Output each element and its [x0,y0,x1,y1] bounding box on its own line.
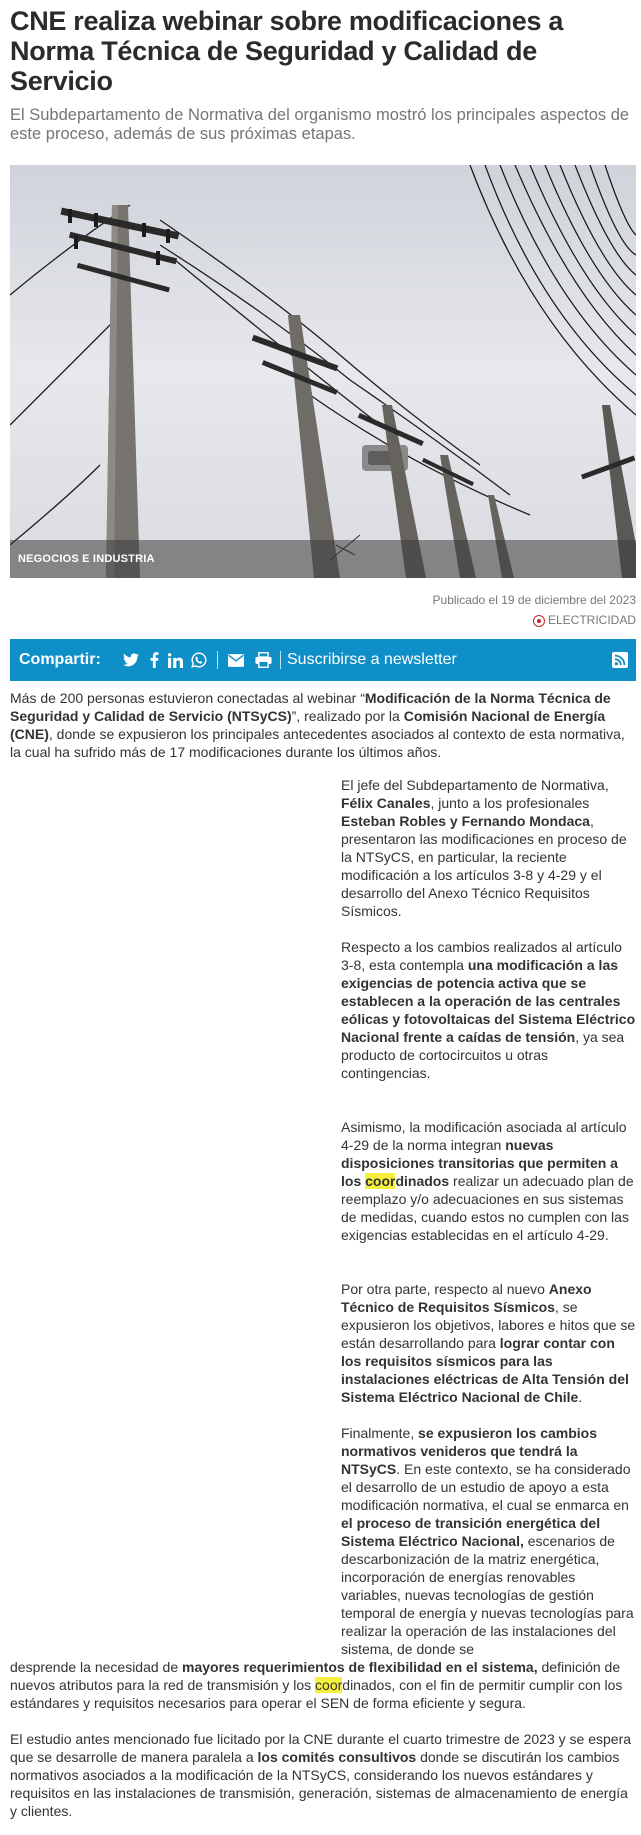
article-container [10,0,636,681]
bold-text: una modificación a las exigencias de potencia activa que se establecen a la operación de las centrales eólicas y fotovoltaicas del Sistema Eléctrico Nacional frente a caídas de tensión [341,957,636,1045]
text-run: definición de nuevos atributos para la red de transmisión y los [10,1659,621,1693]
bold-text: Anexo Técnico de Requisitos Sísmicos [341,1281,592,1315]
bold-text: nuevas disposiciones transitorias que permiten a los [341,1137,618,1189]
rss-icon[interactable] [612,652,628,668]
text-run: realizar un adecuado plan de reemplazo y/o adecuaciones en sus sistemas de medidas, cuando estos no cumplen con las exigencias establecidas en el artículo 4-29. [341,1173,634,1243]
text-run: Finalmente, [341,1425,419,1441]
side-column [341,1424,637,1658]
text-run: . [578,1389,583,1405]
email-icon[interactable] [227,651,245,669]
text-run: escenarios de descarbonización de la matriz energética, incorporación de energías renovables variables, nuevas tecnologías de gestión temporal de energía y nuevas tecnologías para realizar la operación de las instalaciones del sistema, de donde se [341,1533,634,1657]
paragraph-article-3-8 [341,938,637,1082]
electricity-category-icon [533,615,545,627]
paragraph-future-changes-continued [10,1658,636,1712]
article-subtitle: El Subdepartamento de Normativa del organismo mostró los principales aspectos de este proceso, además de sus próximas etapas. [10,106,630,143]
bold-text: lograr contar con los requisitos sísmicos para las instalaciones eléctricas de Alta Tensión del Sistema Eléctrico Nacional de Chile [341,1335,629,1405]
category-link[interactable] [10,613,636,627]
text-run: El jefe del Subdepartamento de Normativa, [341,777,609,793]
paragraph-article-4-29 [341,1118,637,1244]
text-run: Respecto a los cambios realizados al artículo 3-8, esta contempla [341,939,622,973]
paragraph-seismic-annex [341,1280,637,1406]
text-run: Más de 200 personas estuvieron conectadas al webinar “ [10,690,365,706]
category-label: ELECTRICIDAD [547,613,636,627]
share-divider [280,651,281,669]
share-bar [10,639,636,681]
power-lines-illustration [10,165,636,578]
side-column [341,776,637,920]
whatsapp-icon[interactable] [190,651,208,669]
newsletter-link[interactable]: Suscribirse a newsletter [287,651,457,668]
full-width-column [10,1730,636,1820]
bold-text: se expusieron los cambios normativos venideros que tendrá la NTSyCS [341,1425,598,1477]
text-run: Asimismo, la modificación asociada al artículo 4-29 de la norma integran [341,1119,627,1153]
share-divider [217,651,218,669]
twitter-icon[interactable] [122,651,140,669]
print-icon[interactable] [254,651,272,669]
page-title: CNE realiza webinar sobre modificaciones a Norma Técnica de Seguridad y Calidad de Servicio [10,6,564,96]
highlighted-text: coor [365,1173,396,1189]
text-run: El estudio antes mencionado fue licitado por la CNE durante el cuarto trimestre de 2023 y se espera que se desarrolle de manera paralela a [10,1731,632,1765]
text-run: ”, realizado por la [291,708,404,724]
published-date: Publicado el 19 de diciembre del 2023 [432,593,636,607]
bold-text: los comités consultivos [257,1749,417,1765]
highlighted-text: coor [315,1677,343,1693]
paragraph-future-changes [341,1424,637,1658]
facebook-icon[interactable] [148,651,160,669]
side-column [341,1118,637,1244]
share-label: Compartir: [19,651,101,668]
text-run: , presentaron las modificaciones en proceso de la NTSyCS, en particular, la reciente modificación a los artículos 3-8 y 4-29 y el desarrollo del Anexo Técnico Requisitos Sísmicos. [341,813,627,919]
text-run: donde se discutirán los cambios normativos asociados a la modificación de la NTSyCS, considerando los nuevos estándares y requisitos en las instalaciones de transmisión, generación, sistemas de almacenamiento de energía y clientes. [10,1749,628,1819]
bold-text: mayores requerimientos de flexibilidad en el sistema, [182,1659,538,1675]
bold-text: Félix Canales [341,795,431,811]
bold-text: el proceso de transición energética del Sistema Eléctrico Nacional, [341,1515,601,1549]
text-run: , se expusieron los objetivos, labores e hitos que se están desarrollando para [341,1299,636,1351]
paragraph-study [10,1730,636,1820]
text-run: Por otra parte, respecto al nuevo [341,1281,549,1297]
bold-text: dinados [395,1173,450,1189]
hero-category-label: NEGOCIOS E INDUSTRIA [18,553,155,565]
text-run: desprende la necesidad de [10,1659,183,1675]
text-run: , ya sea producto de cortocircuitos u otras contingencias. [341,1029,625,1081]
bold-text: Modificación de la Norma Técnica de Seguridad y Calidad de Servicio (NTSyCS) [10,690,611,724]
text-run: , junto a los profesionales [430,795,590,811]
text-run: . En este contexto, se ha considerado el desarrollo de un estudio de apoyo a esta modificación normativa, el cual se enmarca en [341,1461,631,1513]
paragraph-presenters [341,776,637,920]
bold-text: Esteban Robles y Fernando Mondaca [341,813,590,829]
bold-text: Comisión Nacional de Energía (CNE) [10,708,606,742]
paragraph-intro [10,689,636,761]
full-width-column [10,1658,636,1712]
hero-category-overlay [10,540,636,578]
linkedin-icon[interactable] [166,651,184,669]
text-run: , donde se expusieron los principales antecedentes asociados al contexto de esta normativa, la cual ha sufrido más de 17 modificaciones durante los últimos años. [10,726,625,760]
text-run: dinados, con el fin de permitir cumplir con los estándares y requisitos necesarios para operar el SEN de forma eficiente y segura. [10,1677,623,1711]
side-column [341,938,637,1082]
side-column [341,1280,637,1406]
hero-image [10,165,636,578]
